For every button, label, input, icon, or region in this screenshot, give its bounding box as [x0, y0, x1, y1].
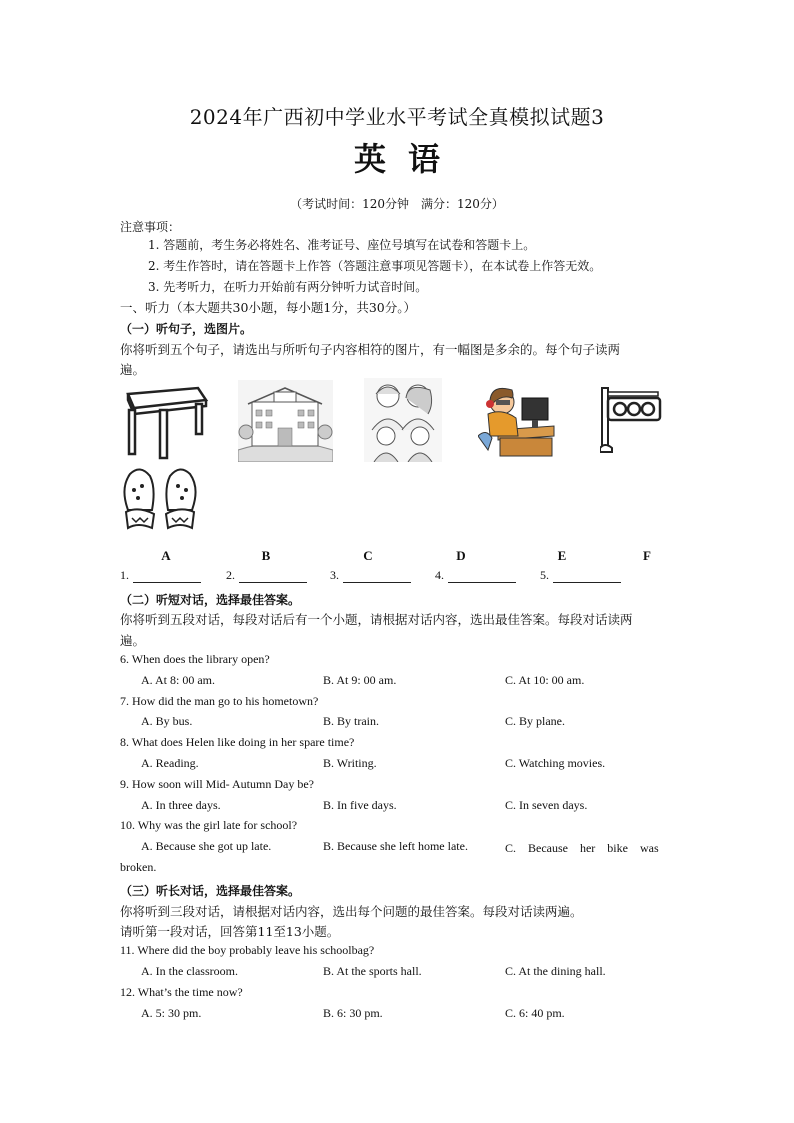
option-12c: C. 6: 40 pm.	[505, 1006, 565, 1020]
school-building-picture	[238, 380, 333, 462]
part2-heading: （二）听短对话，选择最佳答案。	[120, 593, 301, 607]
family-picture	[364, 378, 442, 462]
answer-blank-4[interactable]: 4.	[435, 568, 516, 583]
traffic-light-picture	[600, 384, 664, 454]
notes-item: 3. 先考听力，在听力开始前有两分钟听力试音时间。	[148, 280, 428, 294]
option-10a: A. Because she got up late.	[141, 839, 272, 853]
option-6c: C. At 10: 00 am.	[505, 673, 585, 687]
option-9b: B. In five days.	[323, 798, 397, 812]
part3-instruction-cont: 请听第一段对话，回答第11至13小题。	[120, 924, 340, 939]
option-9a: A. In three days.	[141, 798, 221, 812]
option-7b: B. By train.	[323, 714, 379, 728]
boy-computer-picture	[478, 378, 558, 458]
part1-instruction: 你将听到五个句子，请选出与所听句子内容相符的图片，有一幅图是多余的。每个句子读两	[120, 342, 621, 357]
option-7a: A. By bus.	[141, 714, 193, 728]
option-11c: C. At the dining hall.	[505, 964, 606, 978]
table-picture	[120, 384, 210, 460]
answer-blank-1[interactable]: 1.	[120, 568, 201, 583]
option-12b: B. 6: 30 pm.	[323, 1006, 383, 1020]
option-8b: B. Writing.	[323, 756, 377, 770]
notes-item: 2. 考生作答时，请在答题卡上作答（答题注意事项见答题卡），在本试卷上作答无效。	[148, 259, 602, 273]
option-11b: B. At the sports hall.	[323, 964, 422, 978]
part2-instruction: 你将听到五段对话，每段对话后有一个小题，请根据对话内容，选出最佳答案。每段对话读两	[120, 612, 633, 627]
question-6: 6. When does the library open?	[120, 652, 270, 666]
option-10b: B. Because she left home late.	[323, 839, 468, 853]
exam-title: 2024年广西初中学业水平考试全真模拟试题3	[189, 105, 605, 129]
option-9c: C. In seven days.	[505, 798, 588, 812]
exam-meta: （考试时间：120分钟 满分：120分）	[290, 197, 504, 211]
answer-blank-3[interactable]: 3.	[330, 568, 411, 583]
question-9: 9. How soon will Mid- Autumn Day be?	[120, 777, 314, 791]
picture-label-c: C	[363, 548, 373, 563]
picture-label-e: E	[557, 548, 567, 563]
question-7: 7. How did the man go to his hometown?	[120, 694, 319, 708]
picture-label-d: D	[456, 548, 466, 563]
question-11: 11. Where did the boy probably leave his schoolbag?	[120, 943, 375, 957]
notes-item: 1. 答题前，考生务必将姓名、准考证号、座位号填写在试卷和答题卡上。	[148, 238, 536, 252]
notes-heading: 注意事项：	[120, 220, 181, 234]
option-8a: A. Reading.	[141, 756, 199, 770]
answer-blank-5[interactable]: 5.	[540, 568, 621, 583]
picture-label-a: A	[161, 548, 171, 563]
part2-instruction-cont: 遍。	[120, 633, 146, 648]
part3-instruction: 你将听到三段对话，请根据对话内容，选出每个问题的最佳答案。每段对话读两遍。	[120, 904, 583, 919]
picture-label-b: B	[261, 548, 271, 563]
part1-heading: （一）听句子，选图片。	[120, 322, 253, 336]
section-heading: 一、听力（本大题共30小题，每小题1分，共30分。）	[120, 300, 417, 315]
option-12a: A. 5: 30 pm.	[141, 1006, 202, 1020]
subject-title: 英语	[353, 140, 462, 178]
option-8c: C. Watching movies.	[505, 756, 606, 770]
option-11a: A. In the classroom.	[141, 964, 238, 978]
question-8: 8. What does Helen like doing in her spare time?	[120, 735, 355, 749]
option-6a: A. At 8: 00 am.	[141, 673, 215, 687]
option-7c: C. By plane.	[505, 714, 565, 728]
option-10c: C. Because her bike was	[505, 841, 659, 855]
question-12: 12. What’s the time now?	[120, 985, 243, 999]
picture-label-f: F	[643, 548, 651, 563]
option-6b: B. At 9: 00 am.	[323, 673, 397, 687]
part3-heading: （三）听长对话，选择最佳答案。	[120, 884, 301, 898]
answer-blank-2[interactable]: 2.	[226, 568, 307, 583]
question-10: 10. Why was the girl late for school?	[120, 818, 298, 832]
option-10c-cont: broken.	[120, 860, 157, 874]
gloves-picture	[118, 462, 200, 540]
part1-instruction-cont: 遍。	[120, 362, 146, 377]
